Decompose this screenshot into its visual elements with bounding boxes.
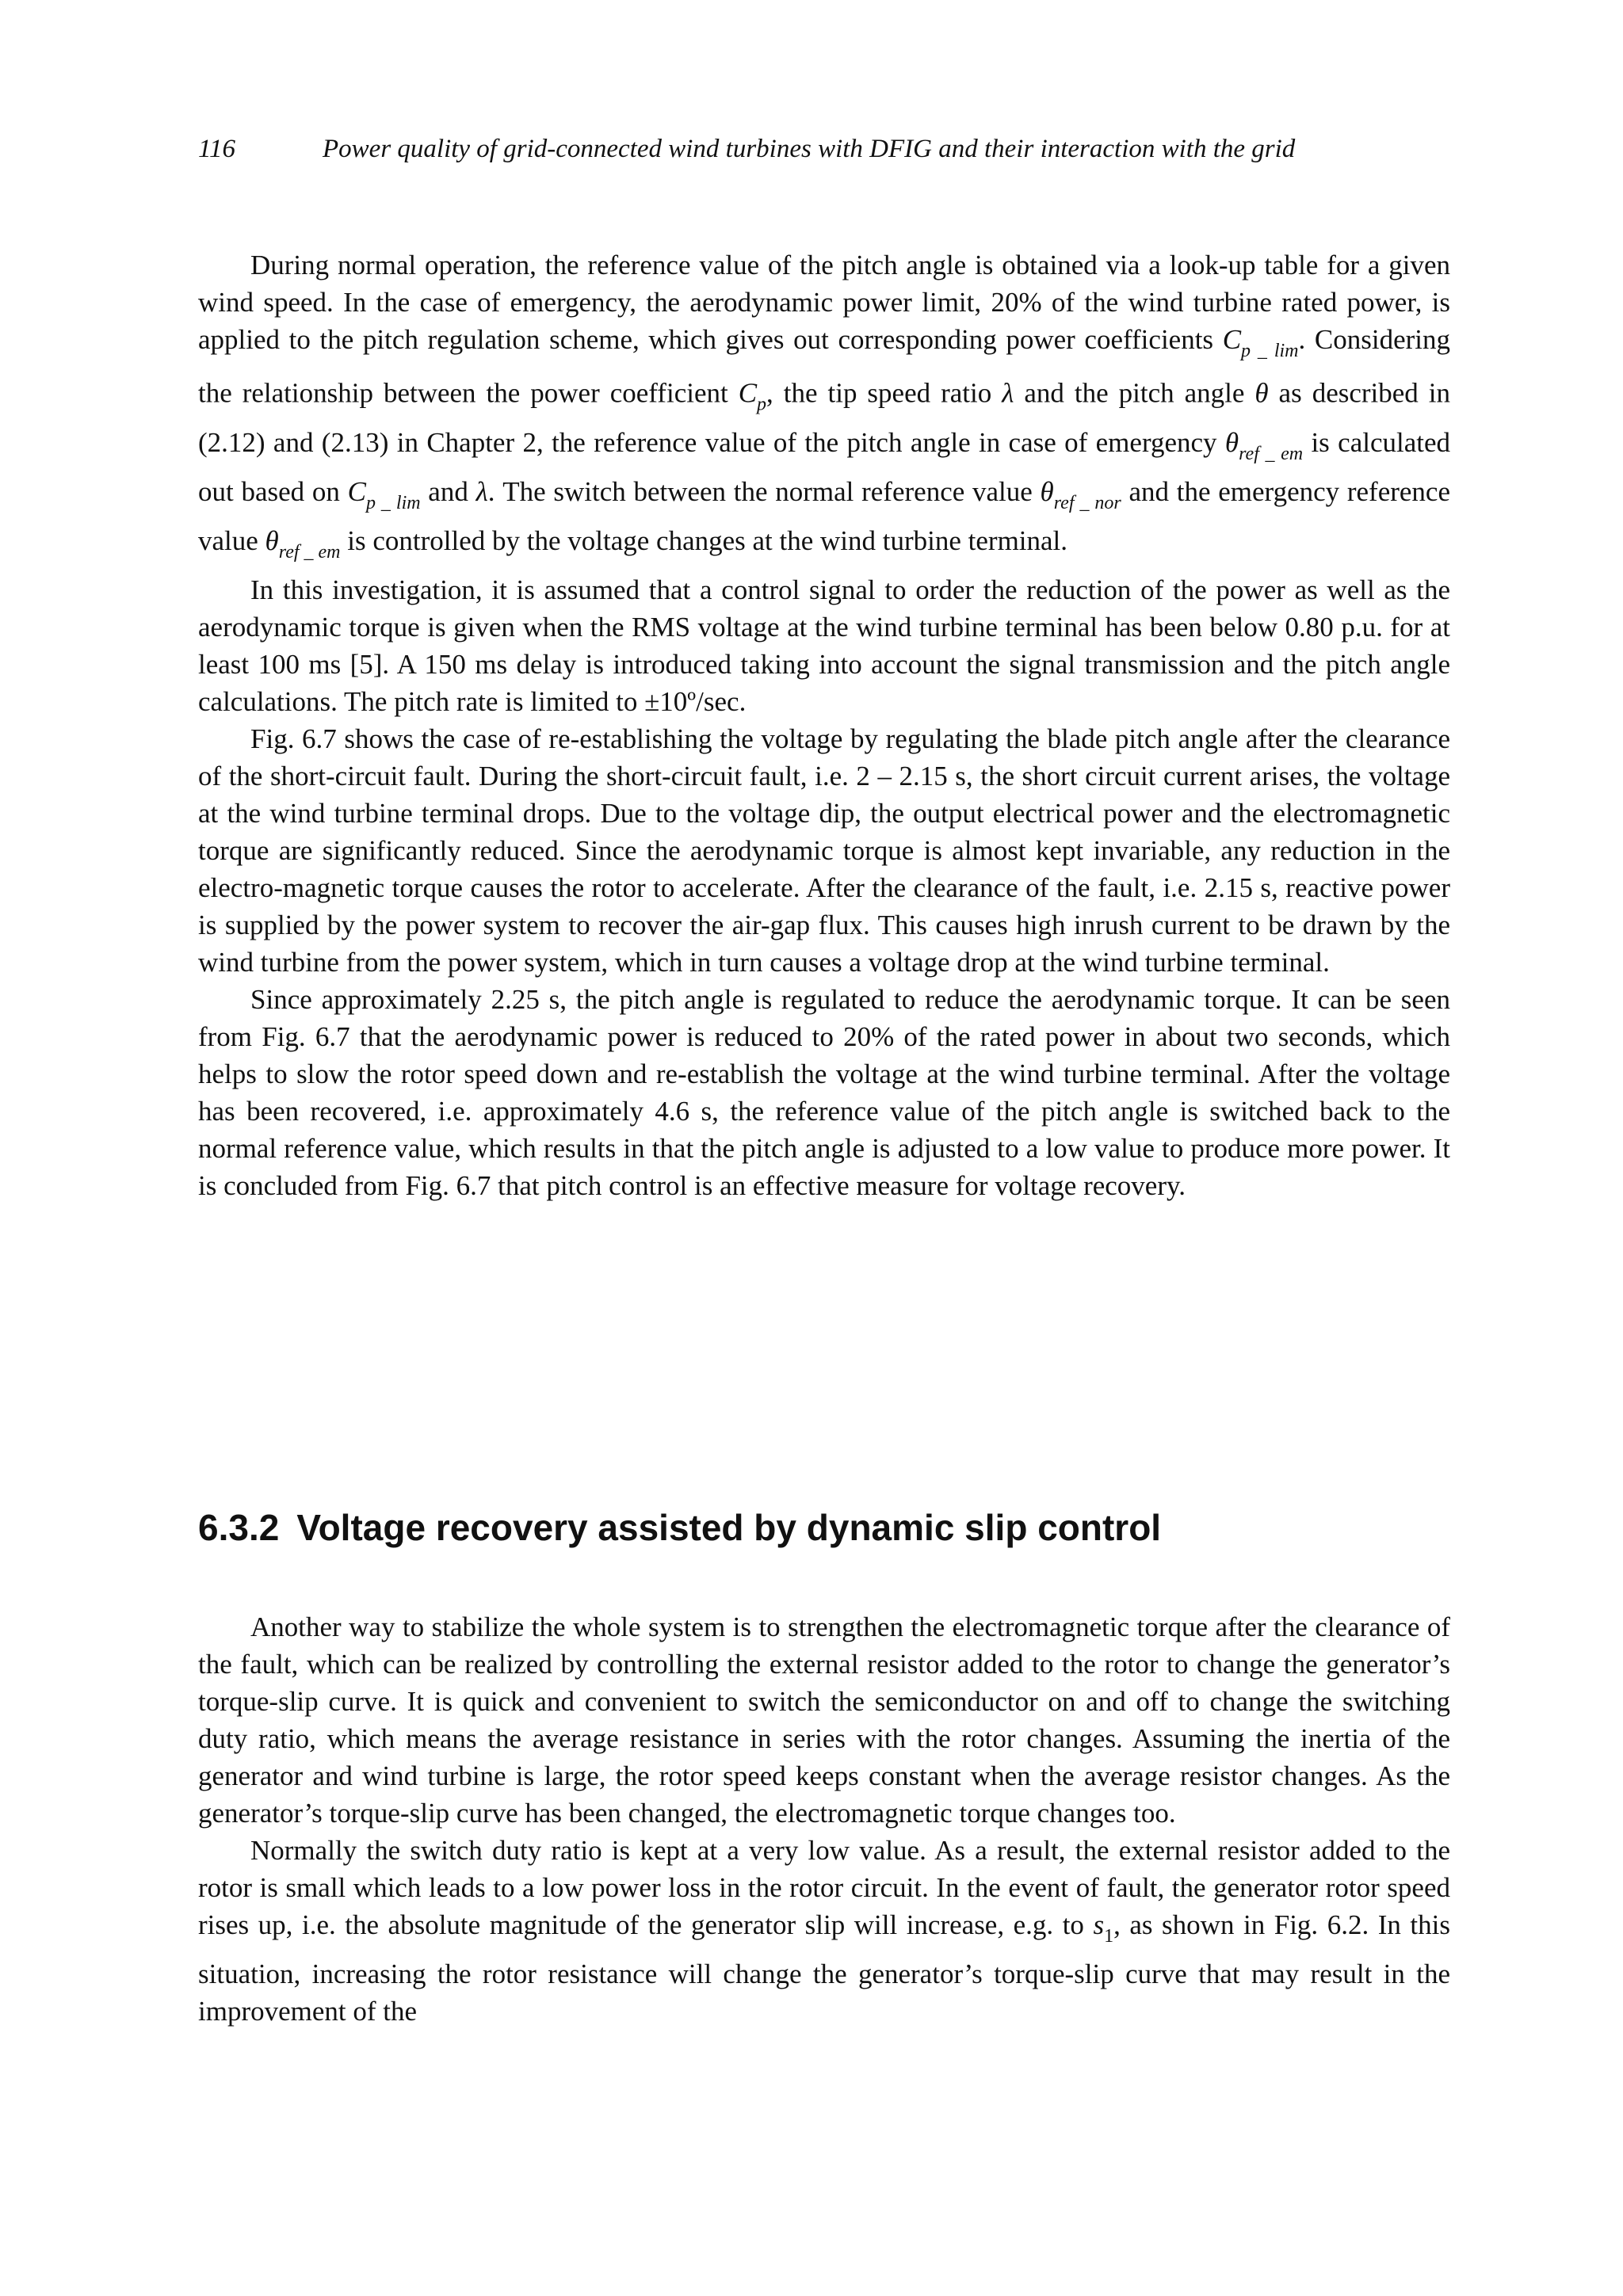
body-lower [198, 1608, 1450, 2030]
section-number: 6.3.2 [198, 1507, 280, 1548]
running-title: Power quality of grid-connected wind turbines with DFIG and their interaction with the grid [323, 135, 1296, 163]
paragraph-pitch-regulation-result: Since approximately 2.25 s, the pitch angle is regulated to reduce the aerodynamic torque. It can be seen from Fig. 6.7 that the aerodynamic power is reduced to 20% of the rated power in about two seconds, which helps to slow the rotor speed down and re-establish the voltage at the wind turbine terminal. After the voltage has been recovered, i.e. approximately 4.6 s, the reference value of the pitch angle is switched back to the normal reference value, which results in that the pitch angle is adjusted to a low value to produce more power. It is concluded from Fig. 6.7 that pitch control is an effective measure for voltage recovery. [198, 983, 1450, 1201]
section-heading [198, 1505, 1161, 1550]
paragraph-dynamic-slip-intro: Another way to stabilize the whole system is to strengthen the electromagnetic torque after the clearance of the fault, which can be realized by controlling the external resistor added to the rotor to change the generator’s torque-slip curve. It is quick and convenient to switch the semiconductor on and off to change the switching duty ratio, which means the average resistance in series with the rotor changes. Assuming the inertia of the generator and wind turbine is large, the rotor speed keeps constant when the average resistor changes. As the generator’s torque-slip curve has been changed, the electromagnetic torque changes too. [198, 1611, 1450, 1829]
paragraph-control-signal: In this investigation, it is assumed that a control signal to order the reduction of the power as well as the aerodynamic torque is given when the RMS voltage at the wind turbine terminal has been below 0.80 p.u. for at least 100 ms [5]. A 150 ms delay is introduced taking into account the signal transmission and the pitch angle calculations. The pitch rate is limited to ±10º/sec. [198, 574, 1450, 717]
paragraph-pitch-reference: During normal operation, the reference value of the pitch angle is obtained via a look-up table for a given wind speed. In the case of emergency, the aerodynamic power limit, 20% of the wind turbine rated power, is applied to the pitch regulation scheme, which gives out corresponding power coefficients $C_{p \_ lim}$. Considering the relationship between the power coefficient $C_p$, the tip speed ratio λ and the pitch angle θ as described in (2.12) and (2.13) in Chapter 2, the reference value of the pitch angle in case of emergency $\theta_{ref \_ em}$ is calculated out based on $C_{p \_ lim}$ and λ. The switch between the normal reference value $\theta_{ref \_ nor}$ and the emergency reference value $\theta_{ref \_ em}$ is controlled by the voltage changes at the wind turbine terminal. [198, 250, 1451, 563]
body-upper [198, 246, 1450, 1204]
section-title: Voltage recovery assisted by dynamic slip control [296, 1507, 1162, 1548]
paragraph-fig-6-7-description: Fig. 6.7 shows the case of re-establishing the voltage by regulating the blade pitch angle after the clearance of the short-circuit fault. During the short-circuit fault, i.e. 2 – 2.15 s, the short circuit current arises, the voltage at the wind turbine terminal drops. Due to the voltage dip, the output electrical power and the electromagnetic torque are significantly reduced. Since the aerodynamic torque is almost kept invariable, any reduction in the electro-magnetic torque causes the rotor to accelerate. After the clearance of the fault, i.e. 2.15 s, reactive power is supplied by the power system to recover the air-gap flux. This causes high inrush current to be drawn by the wind turbine from the power system, which in turn causes a voltage drop at the wind turbine terminal. [198, 723, 1450, 978]
page-number: 116 [198, 135, 236, 163]
paragraph-duty-ratio: Normally the switch duty ratio is kept at a very low value. As a result, the external resistor added to the rotor is small which leads to a low power loss in the rotor circuit. In the event of fault, the generator rotor speed rises up, i.e. the absolute magnitude of the generator slip will increase, e.g. to $s_1$, as shown in Fig. 6.2. In this situation, increasing the rotor resistance will change the generator’s torque-slip curve that may result in the improvement of the [198, 1835, 1450, 2027]
